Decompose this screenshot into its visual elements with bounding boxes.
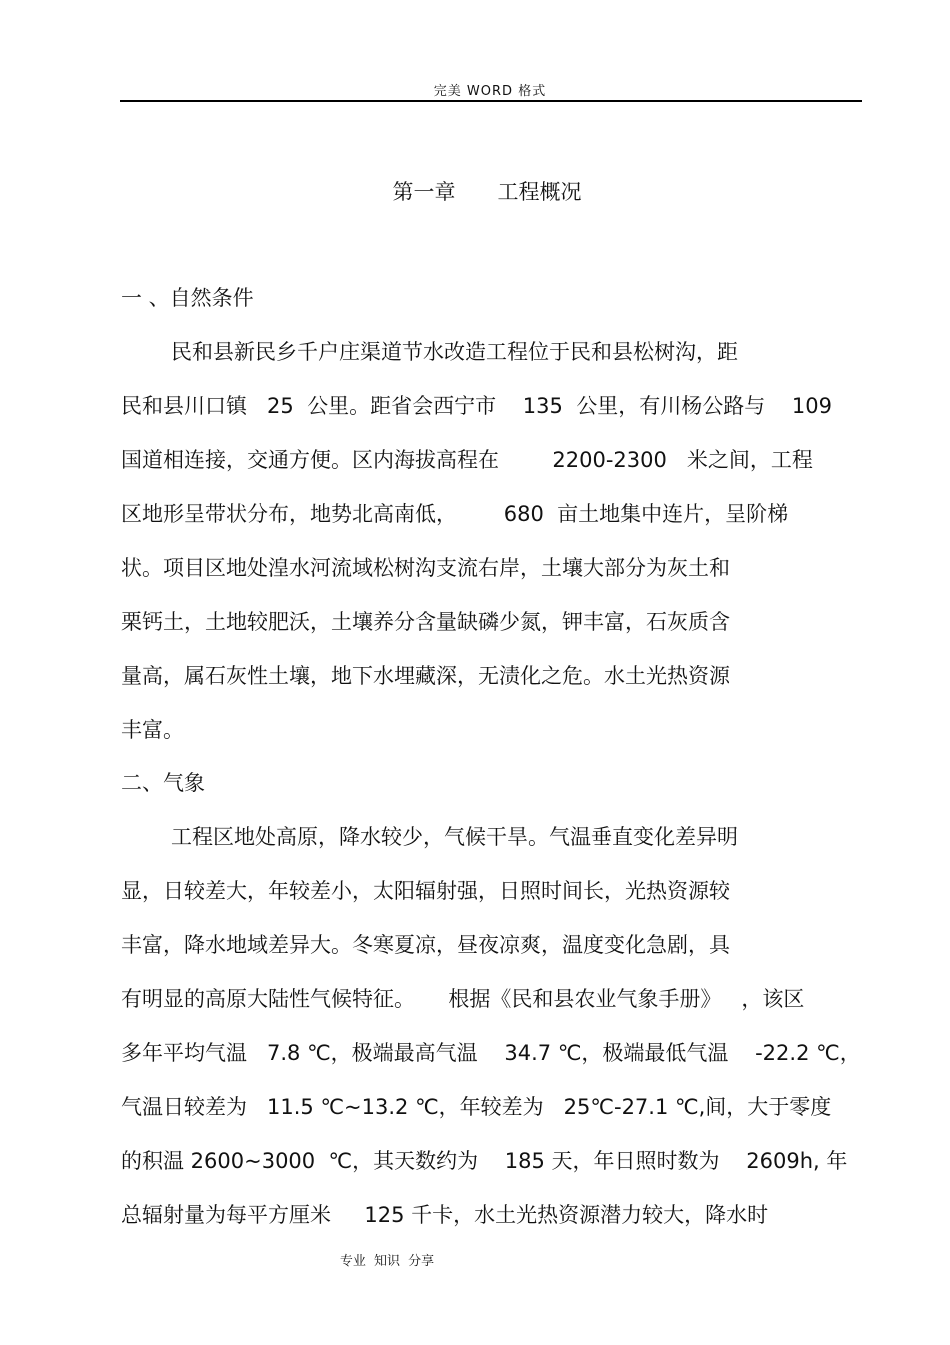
chapter-title: 第一章 工程概况: [392, 180, 582, 204]
paragraph-line: 显，日较差大，年较差小，太阳辐射强，日照时间长，光热资源较: [121, 879, 730, 903]
page-footer: 专业 知识 分享: [339, 1254, 435, 1269]
paragraph-line: 状。项目区地处湟水河流域松树沟支流右岸，土壤大部分为灰土和: [121, 556, 730, 580]
paragraph-line: 多年平均气温 7.8 ℃，极端最高气温 34.7 ℃，极端最低气温 -22.2 ℃，: [121, 1041, 861, 1065]
paragraph-line: 栗钙土，土地较肥沃，土壤养分含量缺磷少氮，钾丰富，石灰质含: [121, 610, 730, 634]
paragraph-line: 民和县新民乡千户庄渠道节水改造工程位于民和县松树沟，距: [171, 340, 738, 364]
paragraph-line: 气温日较差为 11.5 ℃~13.2 ℃，年较差为 25℃-27.1 ℃,间，大于零度: [121, 1095, 832, 1119]
paragraph-line: 工程区地处高原，降水较少，气候干旱。气温垂直变化差异明: [171, 825, 738, 849]
paragraph-line: 有明显的高原大陆性气候特征。 根据《民和县农业气象手册》 ，该区: [121, 987, 805, 1011]
paragraph-line: 丰富，降水地域差异大。冬寒夏凉，昼夜凉爽，温度变化急剧，具: [121, 933, 730, 957]
paragraph-line: 量高，属石灰性土壤，地下水埋藏深，无渍化之危。水土光热资源: [121, 664, 730, 688]
page-header: 完美 WORD 格式: [433, 84, 547, 99]
paragraph-line: 的积温 2600~3000 ℃，其天数约为 185 天，年日照时数为 2609h, 年: [121, 1149, 848, 1173]
paragraph-line: 国道相连接，交通方便。区内海拔高程在 2200-2300 米之间，工程: [121, 448, 813, 472]
paragraph-line: 总辐射量为每平方厘米 125 千卡，水土光热资源潜力较大，降水时: [121, 1203, 769, 1227]
header-divider: [120, 100, 862, 102]
paragraph-line: 民和县川口镇 25 公里。距省会西宁市 135 公里，有川杨公路与 109: [121, 394, 833, 418]
paragraph-line: 区地形呈带状分布，地势北高南低， 680 亩土地集中连片，呈阶梯: [121, 502, 789, 526]
section-heading-meteorology: 二、气象: [121, 771, 205, 795]
paragraph-line: 丰富。: [121, 718, 184, 742]
section-heading-natural-conditions: 一 、自然条件: [121, 286, 254, 310]
